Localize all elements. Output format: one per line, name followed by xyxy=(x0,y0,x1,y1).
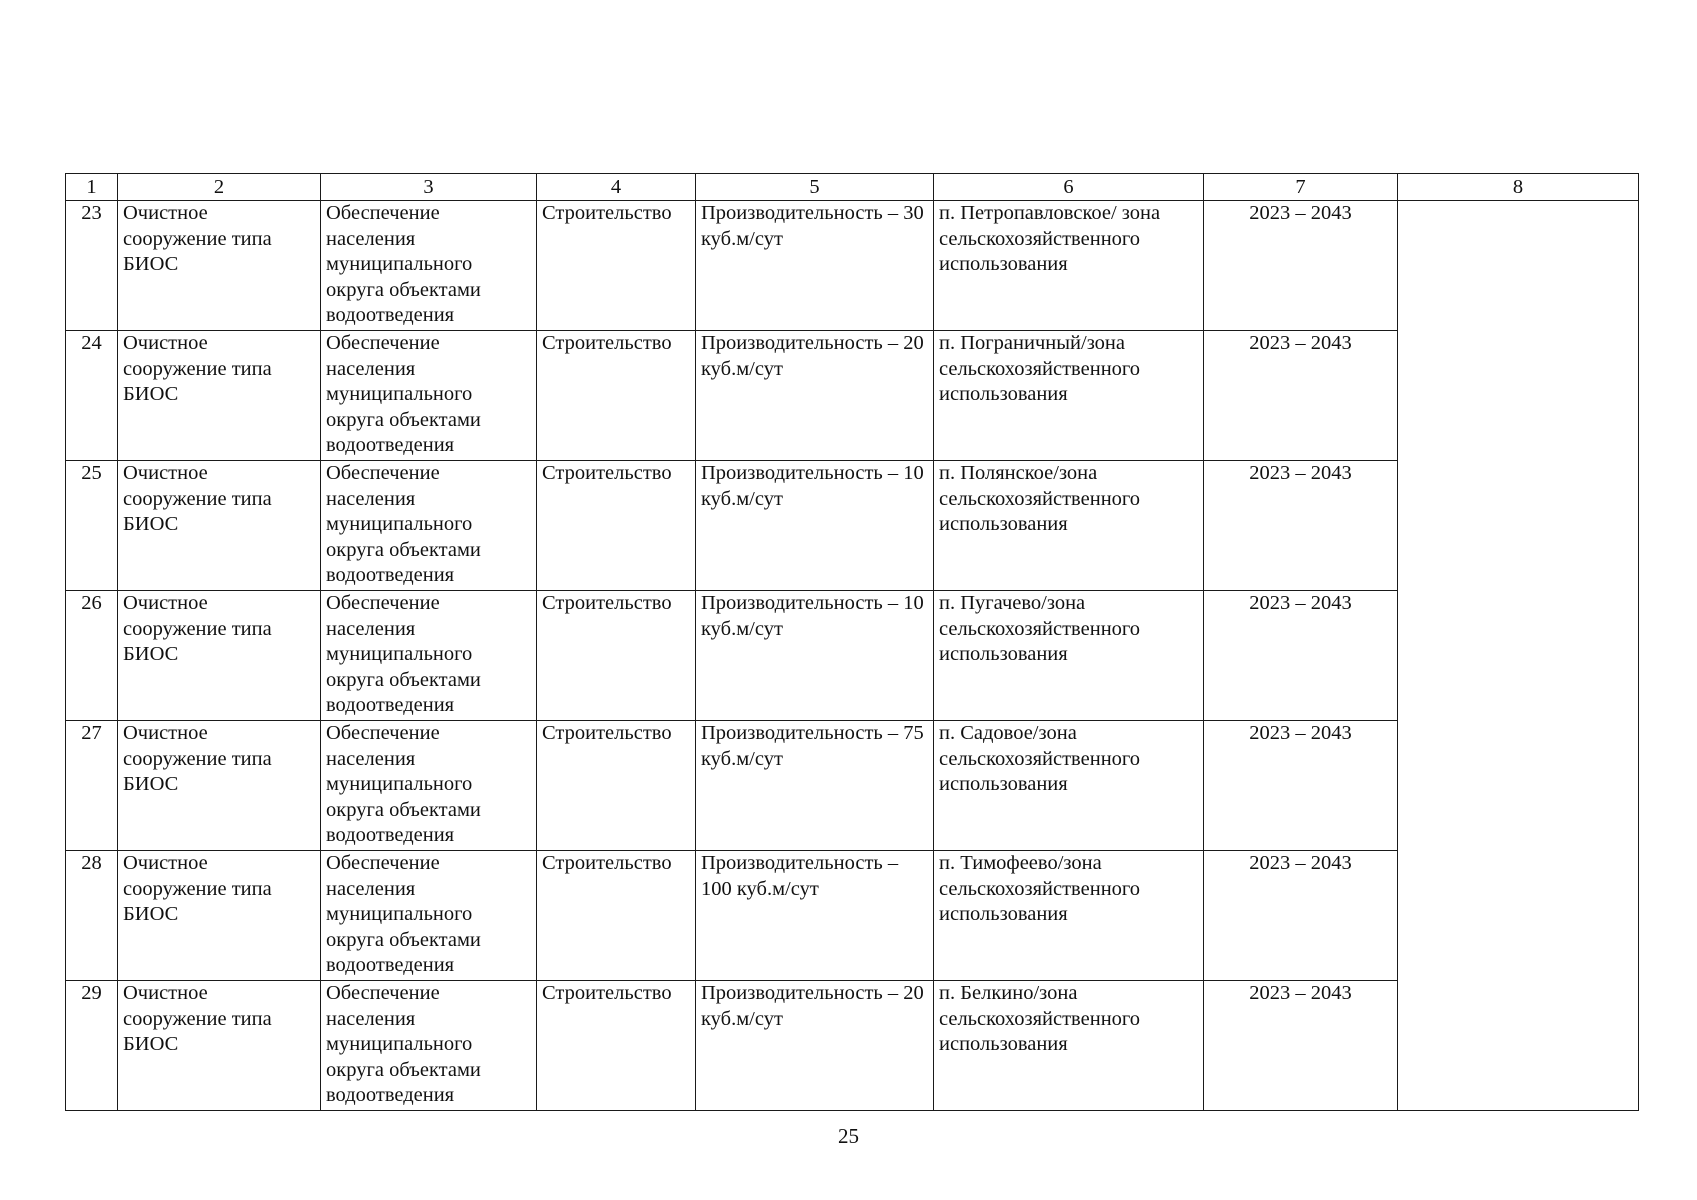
document-sheet xyxy=(65,173,1638,1111)
object-name: Очистное сооружение типа БИОС xyxy=(118,981,321,1111)
work-type: Строительство xyxy=(537,591,696,721)
object-capacity: Производительность – 75 куб.м/сут xyxy=(696,721,934,851)
object-capacity: Производительность – 10 куб.м/сут xyxy=(696,591,934,721)
implementation-period: 2023 – 2043 xyxy=(1204,851,1398,981)
page-number: 25 xyxy=(838,1124,859,1148)
object-purpose: Обеспечение населения муниципального округа объектами водоотведения xyxy=(321,331,537,461)
column-number-2: 2 xyxy=(118,174,321,201)
row-number: 23 xyxy=(66,201,118,331)
object-location: п. Пугачево/зона сельскохозяйственного использования xyxy=(934,591,1204,721)
object-location: п. Полянское/зона сельскохозяйственного использования xyxy=(934,461,1204,591)
work-type: Строительство xyxy=(537,851,696,981)
object-purpose: Обеспечение населения муниципального округа объектами водоотведения xyxy=(321,461,537,591)
object-capacity: Производительность – 20 куб.м/сут xyxy=(696,331,934,461)
column-number-7: 7 xyxy=(1204,174,1398,201)
table-body xyxy=(66,201,1639,1111)
implementation-period: 2023 – 2043 xyxy=(1204,591,1398,721)
object-name: Очистное сооружение типа БИОС xyxy=(118,331,321,461)
row-number: 29 xyxy=(66,981,118,1111)
object-name: Очистное сооружение типа БИОС xyxy=(118,461,321,591)
table-row xyxy=(66,201,1639,331)
implementation-period: 2023 – 2043 xyxy=(1204,201,1398,331)
object-purpose: Обеспечение населения муниципального округа объектами водоотведения xyxy=(321,851,537,981)
object-name: Очистное сооружение типа БИОС xyxy=(118,851,321,981)
row-number: 25 xyxy=(66,461,118,591)
implementation-period: 2023 – 2043 xyxy=(1204,461,1398,591)
row-number: 27 xyxy=(66,721,118,851)
column-number-1: 1 xyxy=(66,174,118,201)
work-type: Строительство xyxy=(537,721,696,851)
column-number-4: 4 xyxy=(537,174,696,201)
object-purpose: Обеспечение населения муниципального округа объектами водоотведения xyxy=(321,201,537,331)
column-number-row xyxy=(66,174,1639,201)
row-number: 28 xyxy=(66,851,118,981)
object-name: Очистное сооружение типа БИОС xyxy=(118,201,321,331)
column-8-merged-cell xyxy=(1398,201,1639,1111)
work-type: Строительство xyxy=(537,981,696,1111)
object-location: п. Тимофеево/зона сельскохозяйственного использования xyxy=(934,851,1204,981)
object-name: Очистное сооружение типа БИОС xyxy=(118,721,321,851)
implementation-period: 2023 – 2043 xyxy=(1204,721,1398,851)
work-type: Строительство xyxy=(537,331,696,461)
facilities-table xyxy=(65,173,1639,1111)
column-number-8: 8 xyxy=(1398,174,1639,201)
object-purpose: Обеспечение населения муниципального округа объектами водоотведения xyxy=(321,591,537,721)
object-capacity: Производительность – 30 куб.м/сут xyxy=(696,201,934,331)
object-purpose: Обеспечение населения муниципального округа объектами водоотведения xyxy=(321,981,537,1111)
object-capacity: Производительность – 100 куб.м/сут xyxy=(696,851,934,981)
row-number: 26 xyxy=(66,591,118,721)
object-capacity: Производительность – 10 куб.м/сут xyxy=(696,461,934,591)
column-number-5: 5 xyxy=(696,174,934,201)
implementation-period: 2023 – 2043 xyxy=(1204,331,1398,461)
object-location: п. Петропавловское/ зона сельскохозяйственного использования xyxy=(934,201,1204,331)
row-number: 24 xyxy=(66,331,118,461)
implementation-period: 2023 – 2043 xyxy=(1204,981,1398,1111)
work-type: Строительство xyxy=(537,201,696,331)
work-type: Строительство xyxy=(537,461,696,591)
column-number-6: 6 xyxy=(934,174,1204,201)
object-location: п. Садовое/зона сельскохозяйственного использования xyxy=(934,721,1204,851)
column-number-3: 3 xyxy=(321,174,537,201)
object-location: п. Белкино/зона сельскохозяйственного использования xyxy=(934,981,1204,1111)
object-purpose: Обеспечение населения муниципального округа объектами водоотведения xyxy=(321,721,537,851)
object-name: Очистное сооружение типа БИОС xyxy=(118,591,321,721)
object-location: п. Пограничный/зона сельскохозяйственного использования xyxy=(934,331,1204,461)
object-capacity: Производительность – 20 куб.м/сут xyxy=(696,981,934,1111)
